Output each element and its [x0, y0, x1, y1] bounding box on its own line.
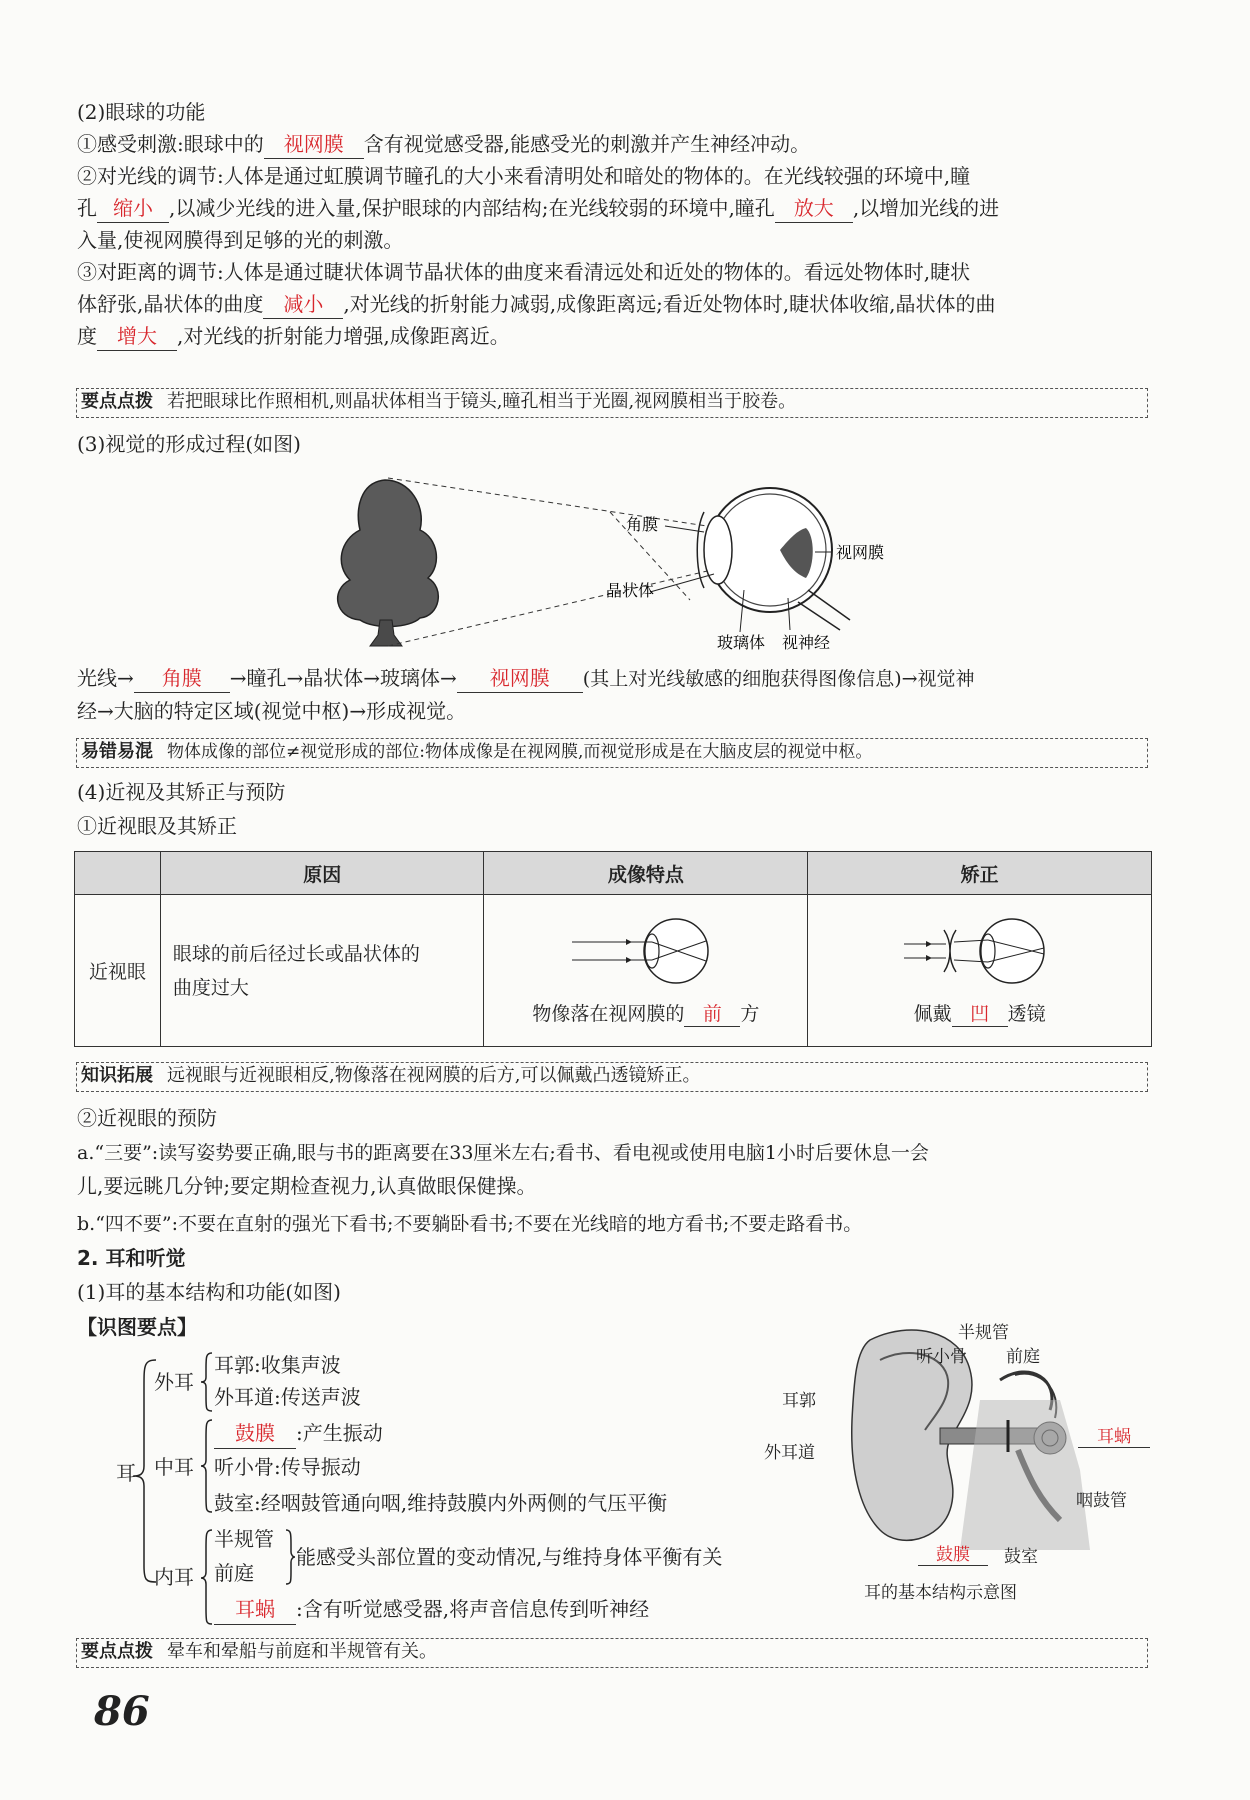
vision-path: 经→大脑的特定区域(视觉中枢)→形成视觉。	[77, 699, 467, 723]
tip-tag: 知识拓展	[81, 1065, 153, 1086]
label-tympanic: 鼓室	[1004, 1547, 1038, 1567]
subsection-heading: ①近视眼及其矫正	[77, 814, 237, 838]
tree-outer-ear: 外耳	[154, 1370, 194, 1394]
light-ray	[388, 478, 720, 528]
table-row	[75, 895, 1152, 1047]
table-header: 原因	[160, 852, 484, 895]
label-lens: 晶状体	[606, 581, 655, 600]
label-vestibule: 前庭	[1006, 1347, 1040, 1367]
myopia-eye-icon	[566, 914, 726, 988]
label-ossicles: 听小骨	[916, 1347, 967, 1367]
prevention-a: 儿,要远眺几分钟;要定期检查视力,认真做眼保健操。	[77, 1174, 537, 1198]
image-cell: 物像落在视网膜的 前 方	[484, 895, 808, 1047]
cause-cell: 眼球的前后径过长或晶状体的 曲度过大	[160, 895, 484, 1047]
brace-icon	[284, 1528, 296, 1586]
label-optic-nerve: 视神经	[782, 633, 831, 650]
tree-middle-ear: 中耳	[154, 1455, 194, 1479]
section-heading-ear: 2. 耳和听觉	[77, 1246, 186, 1270]
concave-lens-eye-icon	[900, 914, 1060, 988]
tip-box: 知识拓展 远视眼与近视眼相反,物像落在视网膜的后方,可以佩戴凸透镜矫正。	[76, 1062, 1148, 1092]
label-cochlea: 耳蜗	[1078, 1422, 1150, 1448]
answer-blank: 前	[684, 999, 740, 1027]
paragraph-light-adjust: 孔 缩小 ,以减少光线的进入量,保护眼球的内部结构;在光线较弱的环境中,瞳孔 放大 ,以增加光线的进	[77, 194, 999, 223]
answer-blank: 角膜	[134, 664, 230, 693]
answer-blank: 鼓膜	[214, 1418, 296, 1449]
table-header: 成像特点	[484, 852, 808, 895]
tip-box: 要点点拨 晕车和晕船与前庭和半规管有关。	[76, 1638, 1148, 1668]
vision-path: 光线→ 角膜 →瞳孔→晶状体→玻璃体→ 视网膜 (其上对光线敏感的细胞获得图像信息)→视觉神	[77, 664, 975, 693]
prevention-a: a.“三要”:读写姿势要正确,眼与书的距离要在33厘米左右;看书、看电视或使用电脑1小时后要休息一会	[77, 1142, 929, 1164]
answer-blank: 减小	[263, 290, 343, 319]
section-heading: (3)视觉的形成过程(如图)	[77, 432, 301, 456]
label-auricle: 耳郭	[782, 1391, 816, 1411]
answer-blank: 视网膜	[264, 130, 364, 159]
key-points-heading: 【识图要点】	[77, 1315, 197, 1339]
tip-tag: 要点点拨	[81, 1641, 153, 1662]
tip-box: 易错易混 物体成像的部位≠视觉形成的部位:物体成像是在视网膜,而视觉形成是在大脑皮层的视觉中枢。	[76, 738, 1148, 768]
paragraph-light-adjust: ②对光线的调节:人体是通过虹膜调节瞳孔的大小来看清明处和暗处的物体的。在光线较强的环境中,瞳	[77, 164, 971, 188]
label-eardrum: 鼓膜	[918, 1540, 988, 1566]
figure-caption: 耳的基本结构示意图	[864, 1583, 1017, 1603]
label-eustachian: 咽鼓管	[1076, 1491, 1127, 1511]
section-heading: (4)近视及其矫正与预防	[77, 780, 286, 804]
answer-blank: 放大	[775, 194, 853, 223]
label-semicircular: 半规管	[958, 1323, 1009, 1343]
eye-diagram	[320, 470, 920, 650]
tip-tag: 易错易混	[81, 741, 153, 762]
brace-icon	[200, 1351, 214, 1413]
subsection-heading: ②近视眼的预防	[77, 1106, 217, 1130]
section-heading: (1)耳的基本结构和功能(如图)	[77, 1280, 341, 1304]
tree-root: 耳	[116, 1461, 136, 1485]
answer-blank: 缩小	[97, 194, 169, 223]
answer-blank: 增大	[97, 322, 177, 351]
tree-icon	[338, 480, 439, 646]
paragraph-light-adjust: 入量,使视网膜得到足够的光的刺激。	[77, 228, 404, 252]
label-vitreous: 玻璃体	[717, 633, 766, 650]
paragraph-distance-adjust: 体舒张,晶状体的曲度 减小 ,对光线的折射能力减弱,成像距离远;看近处物体时,睫状体收缩,晶状体的曲	[77, 290, 996, 319]
paragraph-distance-adjust: ③对距离的调节:人体是通过睫状体调节晶状体的曲度来看清远处和近处的物体的。看远处物体时,睫状	[77, 260, 971, 284]
tree-inner-ear: 内耳	[154, 1565, 194, 1589]
row-label: 近视眼	[75, 895, 161, 1047]
ear-icon	[852, 1330, 1090, 1550]
table-header-row	[75, 852, 1152, 895]
tip-box: 要点点拨 若把眼球比作照相机,则晶状体相当于镜头,瞳孔相当于光圈,视网膜相当于胶卷。	[76, 388, 1148, 418]
prevention-b: b.“四不要”:不要在直射的强光下看书;不要躺卧看书;不要在光线暗的地方看书;不要走路看书。	[77, 1213, 863, 1235]
light-ray	[388, 568, 720, 646]
tip-tag: 要点点拨	[81, 391, 153, 412]
label-canal: 外耳道	[764, 1443, 815, 1463]
label-retina: 视网膜	[836, 543, 885, 562]
table-header: 矫正	[808, 852, 1152, 895]
myopia-table	[74, 851, 1152, 1047]
table-header	[75, 852, 161, 895]
fix-cell: 佩戴 凹 透镜	[808, 895, 1152, 1047]
brace-icon	[200, 1418, 214, 1514]
ear-structure-diagram	[840, 1320, 1100, 1570]
answer-blank: 凹	[952, 999, 1008, 1027]
paragraph-receive-stimulus: ①感受刺激:眼球中的 视网膜 含有视觉感受器,能感受光的刺激并产生神经冲动。	[77, 130, 810, 159]
page-number: 86	[94, 1688, 150, 1735]
answer-blank: 耳蜗	[214, 1594, 296, 1625]
eyeball-icon	[697, 488, 850, 630]
label-cornea: 角膜	[626, 515, 659, 534]
section-heading: (2)眼球的功能	[77, 100, 206, 124]
paragraph-distance-adjust: 度 增大 ,对光线的折射能力增强,成像距离近。	[77, 322, 510, 351]
answer-blank: 视网膜	[457, 664, 583, 693]
brace-icon	[200, 1528, 214, 1628]
